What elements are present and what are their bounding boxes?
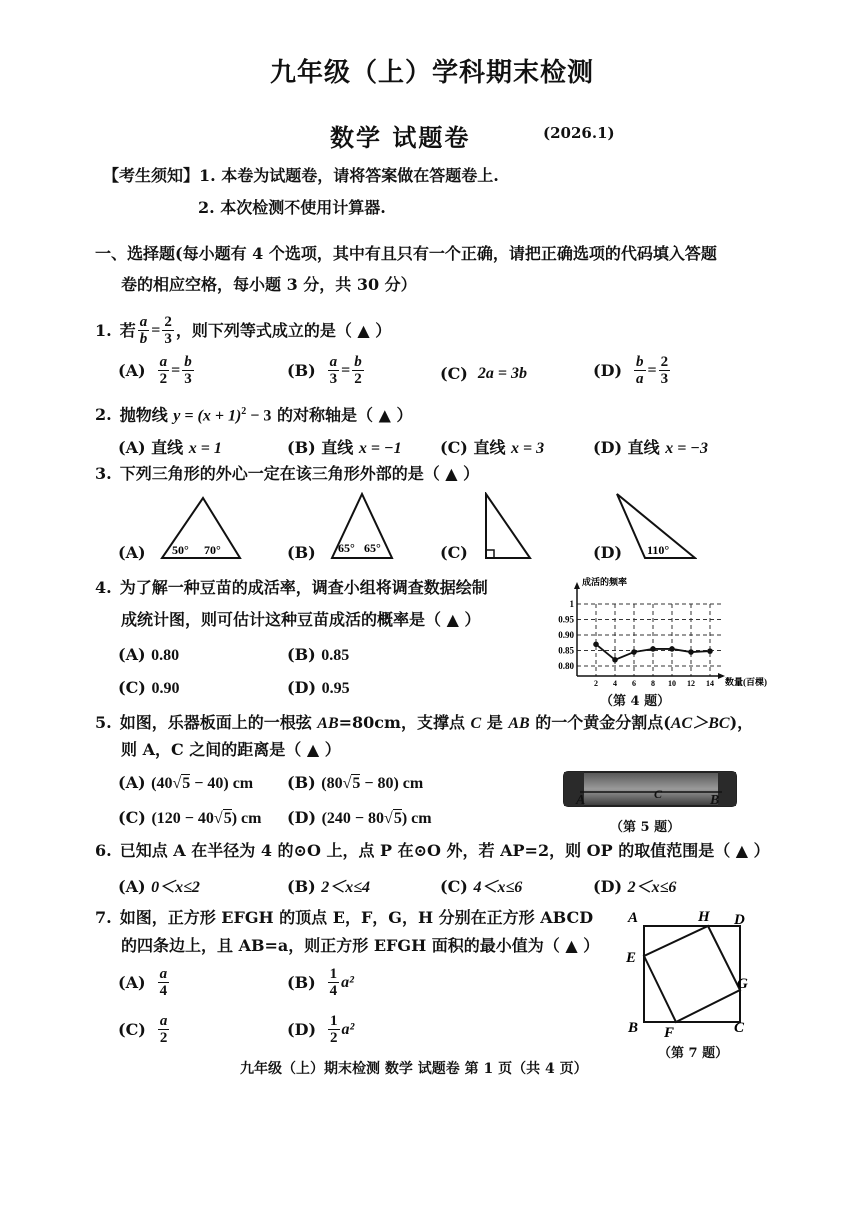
option-text: (80 bbox=[321, 775, 343, 792]
data-point bbox=[707, 648, 713, 654]
option-text: ) cm bbox=[231, 810, 262, 827]
page-subtitle: 数学 试题卷 bbox=[330, 123, 471, 152]
option-label: (B) bbox=[287, 877, 316, 896]
option-b[interactable]: (B) $\frac{a}{3}$ = $\frac{b}{2}$ bbox=[287, 354, 362, 387]
option-d[interactable] bbox=[287, 1013, 354, 1046]
question-2 bbox=[95, 402, 412, 426]
question-number: 6. bbox=[95, 841, 112, 860]
x-tick-label: 10 bbox=[668, 679, 676, 688]
option-math: x = −1 bbox=[358, 440, 402, 457]
y-tick-label: 1 bbox=[569, 599, 574, 609]
vertex-label: F bbox=[664, 1025, 675, 1040]
question-text: 则 A，C 之间的距离是（ ▲ ） bbox=[121, 740, 341, 759]
option-a[interactable]: (A) (40√5 − 40) cm bbox=[118, 773, 254, 792]
option-math: x = 3 bbox=[511, 440, 545, 457]
math-var: AB bbox=[508, 715, 530, 732]
option-text: 0＜x≤2 bbox=[151, 879, 200, 896]
option-a[interactable] bbox=[118, 645, 179, 665]
option-label: (A) bbox=[118, 361, 146, 380]
option-label: (C) bbox=[118, 678, 146, 697]
data-point bbox=[669, 646, 675, 652]
option-a[interactable] bbox=[118, 874, 200, 897]
option-d[interactable]: (D) (240 − 80√5) cm bbox=[287, 808, 432, 827]
fraction bbox=[328, 354, 340, 387]
frac-den: 3 bbox=[164, 331, 172, 347]
question-6 bbox=[95, 841, 770, 861]
option-d[interactable] bbox=[593, 435, 708, 458]
y-tick-label: 0.80 bbox=[558, 661, 574, 671]
option-label: (B) bbox=[287, 645, 316, 664]
fraction bbox=[158, 1013, 170, 1046]
x-tick-label: 12 bbox=[687, 679, 695, 688]
question-text: 如图，正方形 EFGH 的顶点 E，F，G，H 分别在正方形 ABCD bbox=[119, 908, 594, 927]
option-c[interactable]: (C) (120 − 40√5) cm bbox=[118, 808, 262, 827]
frac-num: 1 bbox=[329, 966, 338, 982]
x-tick-label: 2 bbox=[594, 679, 598, 688]
option-label: (C) bbox=[440, 877, 468, 896]
notice-item: 2. 本次检测不使用计算器. bbox=[198, 198, 386, 217]
math-expr: − 3 bbox=[246, 407, 272, 425]
vertex-label: C bbox=[734, 1020, 745, 1036]
question-number: 7. bbox=[95, 908, 112, 927]
option-c[interactable] bbox=[118, 678, 179, 698]
section-heading bbox=[95, 244, 717, 264]
fraction bbox=[659, 354, 671, 387]
data-point bbox=[631, 649, 637, 655]
fraction bbox=[328, 966, 340, 999]
option-a[interactable] bbox=[118, 966, 171, 999]
option-math: a² bbox=[341, 1020, 355, 1038]
frac-den: 4 bbox=[329, 983, 338, 999]
frac-den: b bbox=[139, 331, 148, 347]
option-text: 2＜x≤4 bbox=[321, 879, 371, 896]
frac-den: 2 bbox=[159, 1030, 168, 1046]
angle-label: 65° bbox=[338, 541, 355, 555]
y-tick-label: 0.90 bbox=[558, 630, 574, 640]
option-label: (A) bbox=[118, 438, 146, 457]
square-figure bbox=[622, 904, 757, 1040]
section-desc: (每小题有 4 个选项，其中有且只有一个正确，请把正确选项的代码填入答题 bbox=[175, 244, 717, 263]
option-label: (C) bbox=[118, 1020, 146, 1039]
question-text: 是 bbox=[481, 713, 509, 732]
option-text: ) cm bbox=[401, 810, 432, 827]
math-exp: 2 bbox=[241, 406, 247, 417]
fraction bbox=[162, 314, 174, 347]
page-title: 九年级（上）学科期末检测 bbox=[270, 58, 595, 88]
fraction bbox=[158, 966, 170, 999]
vertex-label: H bbox=[698, 909, 710, 925]
vertex-label: D bbox=[734, 912, 745, 928]
option-c[interactable] bbox=[118, 1013, 171, 1046]
y-tick-label: 0.85 bbox=[558, 645, 574, 656]
data-point bbox=[593, 642, 599, 648]
fraction bbox=[328, 1013, 340, 1046]
option-text: 直线 bbox=[151, 438, 184, 457]
option-c[interactable] bbox=[440, 435, 544, 458]
fraction bbox=[138, 314, 150, 347]
fraction bbox=[182, 354, 194, 387]
sqrt-arg: 5 bbox=[352, 775, 361, 792]
point-label: B bbox=[710, 793, 720, 808]
option-text: 直线 bbox=[627, 438, 660, 457]
vertex-label: G bbox=[737, 976, 748, 992]
instrument-figure bbox=[560, 768, 740, 812]
option-label: (B) bbox=[287, 361, 316, 380]
frac-den: 3 bbox=[329, 371, 338, 387]
option-b[interactable] bbox=[287, 543, 316, 562]
question-7 bbox=[95, 908, 593, 928]
vertex-label: A bbox=[628, 910, 639, 926]
square-efgh bbox=[644, 926, 740, 1022]
option-label: (A) bbox=[118, 973, 146, 992]
data-point bbox=[650, 646, 656, 652]
notice bbox=[103, 166, 499, 186]
frac-den: 4 bbox=[159, 983, 168, 999]
notice-item: 1. 本卷为试题卷，请将答案做在答题卷上. bbox=[199, 166, 499, 185]
option-label: (B) bbox=[287, 543, 316, 562]
option-label: (D) bbox=[593, 361, 623, 380]
triangle-c bbox=[484, 492, 532, 562]
question-1 bbox=[95, 314, 391, 347]
option-text: − 40) cm bbox=[190, 775, 254, 792]
option-text: 2＜x≤6 bbox=[627, 879, 677, 896]
option-text: 直线 bbox=[321, 438, 354, 457]
question-4 bbox=[95, 578, 488, 598]
y-axis-label: 成活的频率 bbox=[582, 577, 628, 587]
vertex-label: B bbox=[628, 1020, 639, 1036]
option-label: (D) bbox=[593, 877, 623, 896]
sqrt-arg: 5 bbox=[393, 810, 402, 827]
frac-den: 2 bbox=[354, 371, 362, 387]
point-label: A bbox=[576, 793, 586, 808]
option-text: − 80) cm bbox=[360, 775, 424, 792]
section-desc-cont: 卷的相应空格，每小题 3 分，共 30 分） bbox=[121, 275, 417, 294]
frac-num: b bbox=[354, 354, 362, 370]
option-text: 0.90 bbox=[151, 680, 180, 697]
option-label: (D) bbox=[287, 1020, 317, 1039]
option-label: (A) bbox=[118, 773, 146, 792]
data-point bbox=[688, 649, 694, 655]
option-text: 直线 bbox=[473, 438, 506, 457]
option-label: (D) bbox=[287, 808, 317, 827]
x-tick-label: 14 bbox=[706, 679, 714, 688]
question-text: 的对称轴是（ ▲ ） bbox=[277, 405, 413, 425]
fraction bbox=[158, 354, 170, 387]
math-var: AB bbox=[317, 715, 339, 732]
question-number: 1. bbox=[95, 320, 112, 340]
option-text: 0.95 bbox=[321, 680, 350, 697]
question-text: 若 bbox=[119, 320, 136, 340]
frac-num: b bbox=[184, 354, 192, 370]
question-3 bbox=[95, 464, 479, 484]
sqrt-arg: 5 bbox=[223, 810, 232, 827]
sqrt-arg: 5 bbox=[182, 775, 191, 792]
notice-label: 【考生须知】 bbox=[103, 166, 200, 185]
x-tick-label: 8 bbox=[651, 679, 655, 688]
question-text: 下列三角形的外心一定在该三角形外部的是（ ▲ ） bbox=[119, 464, 480, 483]
option-c[interactable] bbox=[440, 874, 522, 897]
question-text: 已知点 A 在半径为 4 的⊙O 上，点 P 在⊙O 外，若 AP=2，则 OP 的取值范围是（ ▲ ） bbox=[119, 841, 770, 860]
question-text: 抛物线 bbox=[119, 405, 168, 425]
frac-den: 3 bbox=[184, 371, 192, 387]
question-text: ，则下列等式成立的是（ ▲ ） bbox=[175, 320, 392, 340]
frequency-chart bbox=[545, 574, 780, 692]
equals: = bbox=[151, 321, 161, 339]
question-text: 的一个黄金分割点( bbox=[529, 713, 671, 732]
instrument-end bbox=[718, 772, 736, 806]
option-math: x = −3 bbox=[665, 440, 708, 457]
frac-den: 2 bbox=[159, 371, 168, 387]
math-var: AC＞BC bbox=[670, 715, 730, 732]
math-expr: y = (x + 1) bbox=[173, 407, 242, 425]
option-label: (B) bbox=[287, 973, 316, 992]
option-label: (D) bbox=[593, 543, 623, 562]
math-var: C bbox=[470, 715, 482, 732]
question-text: 为了解一种豆苗的成活率，调查小组将调查数据绘制 bbox=[119, 578, 488, 597]
triangle-a bbox=[160, 494, 242, 562]
option-math: a² bbox=[341, 973, 354, 991]
triangle-d bbox=[615, 492, 697, 562]
y-axis-arrow bbox=[574, 582, 580, 589]
x-tick-label: 4 bbox=[613, 679, 617, 688]
x-axis-label: 数量(百棵) bbox=[725, 677, 767, 687]
x-tick-label: 6 bbox=[632, 679, 636, 688]
vertex-label: E bbox=[626, 950, 637, 966]
frac-num: a bbox=[159, 354, 168, 370]
option-a[interactable] bbox=[118, 435, 222, 458]
fraction bbox=[634, 354, 646, 387]
frac-num: a bbox=[139, 314, 148, 330]
option-label: (A) bbox=[118, 877, 146, 896]
question-text: =80cm，支撑点 bbox=[338, 713, 471, 732]
frac-num: b bbox=[636, 354, 644, 370]
figure-caption: （第 5 题） bbox=[610, 820, 681, 835]
frac-num: a bbox=[159, 966, 168, 982]
option-label: (B) bbox=[287, 438, 316, 457]
section-title: 一、选择题 bbox=[95, 244, 176, 263]
frac-num: 2 bbox=[164, 314, 172, 330]
triangle-b bbox=[330, 492, 394, 562]
option-label: (C) bbox=[118, 808, 146, 827]
figure-caption: （第 7 题） bbox=[658, 1046, 729, 1061]
option-b[interactable] bbox=[287, 966, 354, 999]
option-text: (240 − 80 bbox=[321, 810, 385, 827]
option-c[interactable] bbox=[440, 543, 468, 562]
option-text: 4＜x≤6 bbox=[473, 879, 523, 896]
option-label: (D) bbox=[287, 678, 317, 697]
option-label: (B) bbox=[287, 773, 316, 792]
option-d[interactable] bbox=[593, 874, 676, 897]
option-math: x = 1 bbox=[188, 440, 222, 457]
option-a[interactable] bbox=[118, 543, 146, 562]
option-label: (C) bbox=[440, 364, 468, 383]
frac-den: a bbox=[636, 371, 644, 387]
option-text: (120 − 40 bbox=[151, 810, 214, 827]
angle-label: 70° bbox=[204, 543, 221, 557]
option-c[interactable] bbox=[440, 364, 527, 383]
angle-label: 65° bbox=[364, 541, 381, 555]
option-b[interactable] bbox=[287, 435, 402, 458]
question-number: 2. bbox=[95, 405, 112, 425]
question-number: 3. bbox=[95, 464, 112, 483]
option-label: (C) bbox=[440, 438, 468, 457]
option-label: (D) bbox=[593, 438, 623, 457]
frac-num: a bbox=[159, 1013, 168, 1029]
option-text: 0.85 bbox=[321, 647, 350, 664]
option-label: (C) bbox=[440, 543, 468, 562]
option-text: 2a = 3b bbox=[477, 364, 527, 382]
question-text: 的四条边上，且 AB=a，则正方形 EFGH 面积的最小值为（ ▲ ） bbox=[121, 936, 600, 955]
option-a[interactable]: (A) $\frac{a}{2}$ = $\frac{b}{3}$ bbox=[118, 354, 192, 387]
option-d[interactable] bbox=[287, 678, 350, 698]
question-text: )， bbox=[729, 713, 754, 732]
question-5 bbox=[95, 713, 753, 734]
option-b[interactable] bbox=[287, 645, 349, 665]
angle-label: 110° bbox=[647, 543, 670, 557]
x-axis-arrow bbox=[718, 673, 725, 679]
page-footer: 九年级（上）期末检测 数学 试题卷 第 1 页（共 4 页） bbox=[240, 1061, 588, 1077]
option-b[interactable]: (B) (80√5 − 80) cm bbox=[287, 773, 424, 792]
option-text: (40 bbox=[151, 775, 173, 792]
point-label: C bbox=[654, 787, 663, 801]
figure-caption: （第 4 题） bbox=[600, 694, 671, 709]
angle-label: 50° bbox=[172, 543, 189, 557]
question-text: 成统计图，则可估计这种豆苗成活的概率是（ ▲ ） bbox=[121, 610, 481, 629]
data-point bbox=[612, 657, 618, 663]
frac-den: 3 bbox=[660, 371, 669, 387]
y-tick-label: 0.95 bbox=[558, 614, 574, 625]
option-label: (A) bbox=[118, 645, 146, 664]
option-text: 0.80 bbox=[151, 647, 180, 664]
square-abcd bbox=[644, 926, 740, 1022]
exam-date: (2026.1) bbox=[543, 124, 615, 142]
frac-num: a bbox=[329, 354, 338, 370]
frac-num: 1 bbox=[330, 1013, 338, 1029]
question-number: 5. bbox=[95, 713, 112, 732]
option-label: (A) bbox=[118, 543, 146, 562]
option-d[interactable]: (D) $\frac{b}{a}$ = $\frac{2}{3}$ bbox=[593, 354, 669, 387]
question-text: 如图，乐器板面上的一根弦 bbox=[119, 713, 318, 732]
chart-grid bbox=[577, 604, 721, 676]
frac-num: 2 bbox=[660, 354, 669, 370]
question-number: 4. bbox=[95, 578, 112, 597]
fraction bbox=[352, 354, 364, 387]
option-b[interactable] bbox=[287, 874, 370, 897]
frac-den: 2 bbox=[330, 1030, 338, 1046]
